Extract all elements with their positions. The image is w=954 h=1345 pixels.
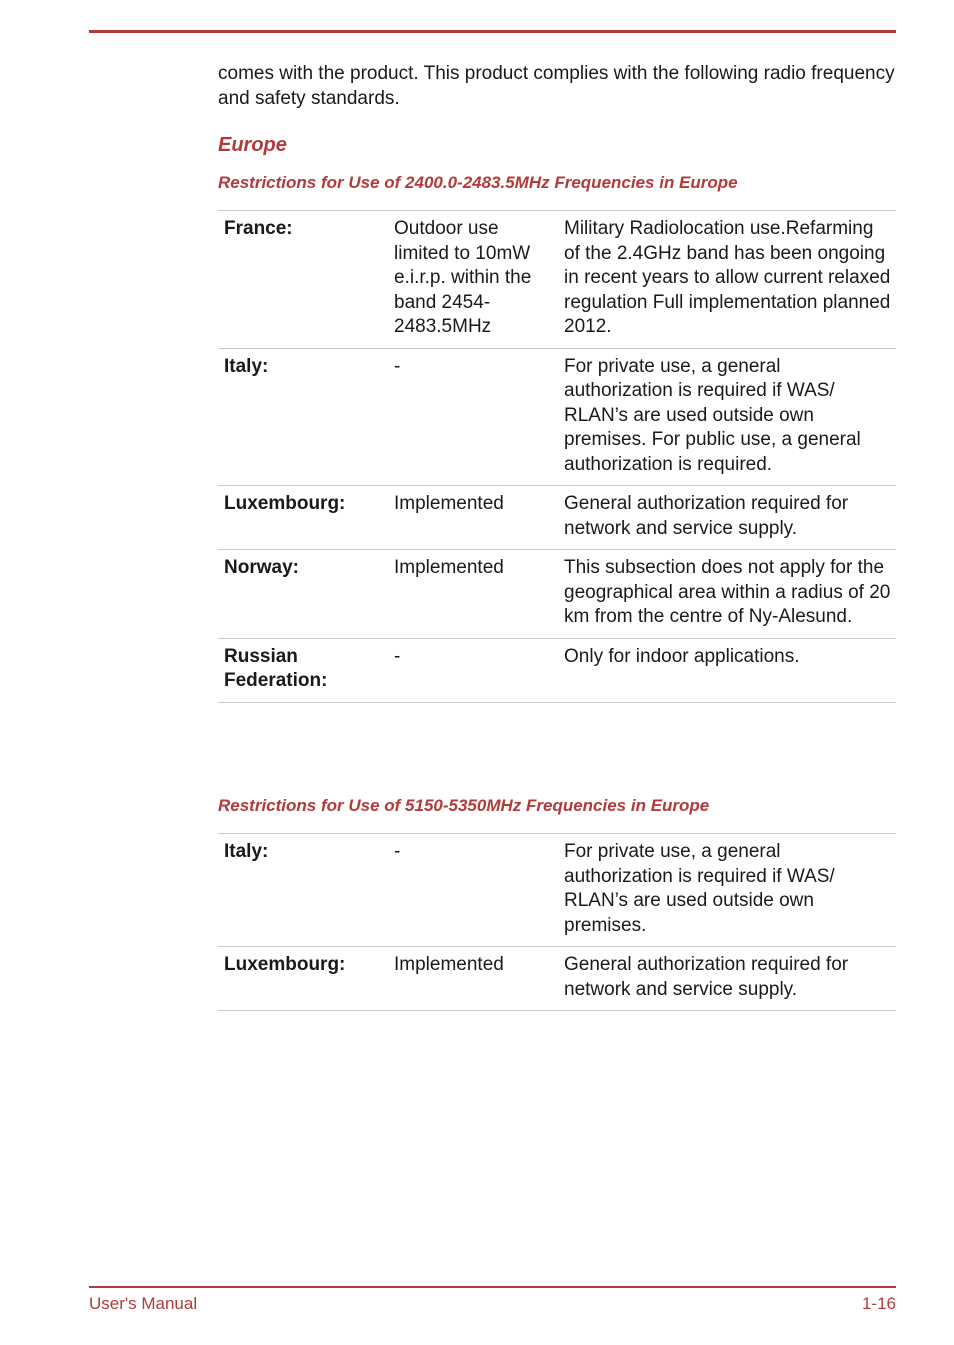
use-cell: Implemented [388,550,558,639]
country-cell: Norway: [218,550,388,639]
table2-heading: Restrictions for Use of 5150-5350MHz Frequencies in Europe [218,796,710,815]
country-cell: Italy: [218,834,388,947]
note-cell: For private use, a general authorization is required if WAS/ RLAN’s are used outside own premises. [558,834,896,947]
header-rule [89,30,896,33]
note-cell: This subsection does not apply for the geographical area within a radius of 20 km from the centre of Ny-Alesund. [558,550,896,639]
intro-paragraph: comes with the product. This product complies with the following radio frequency and safety standards. [218,63,895,109]
country-cell: France: [218,211,388,349]
use-cell: - [388,638,558,702]
table-row [218,638,896,702]
table2 [218,833,896,1011]
note-cell: Only for indoor applications. [558,638,896,702]
use-cell: Implemented [388,486,558,550]
table-row [218,947,896,1011]
table-row [218,834,896,947]
table-row [218,211,896,349]
country-cell: Luxembourg: [218,486,388,550]
table-row [218,348,896,486]
footer-manual-title: User's Manual [89,1294,198,1313]
table1 [218,210,896,703]
table-row [218,486,896,550]
note-cell: General authorization required for network and service supply. [558,947,896,1011]
country-cell: Russian Federation: [218,638,388,702]
table-row [218,550,896,639]
use-cell: - [388,348,558,486]
note-cell: Military Radiolocation use.Refarming of the 2.4GHz band has been ongoing in recent years to allow current relaxed regulation Full implementation planned 2012. [558,211,896,349]
page-content [218,62,896,1000]
country-cell: Italy: [218,348,388,486]
use-cell: Implemented [388,947,558,1011]
note-cell: General authorization required for network and service supply. [558,486,896,550]
section-title: Europe [218,134,287,156]
table1-heading: Restrictions for Use of 2400.0-2483.5MHz Frequencies in Europe [218,173,738,192]
page-number: 1-16 [861,1294,896,1313]
footer-rule [89,1286,896,1288]
use-cell: Outdoor use limited to 10mW e.i.r.p. within the band 2454-2483.5MHz [388,211,558,349]
use-cell: - [388,834,558,947]
country-cell: Luxembourg: [218,947,388,1011]
note-cell: For private use, a general authorization is required if WAS/ RLAN’s are used outside own premises. For public use, a general authorization is required. [558,348,896,486]
